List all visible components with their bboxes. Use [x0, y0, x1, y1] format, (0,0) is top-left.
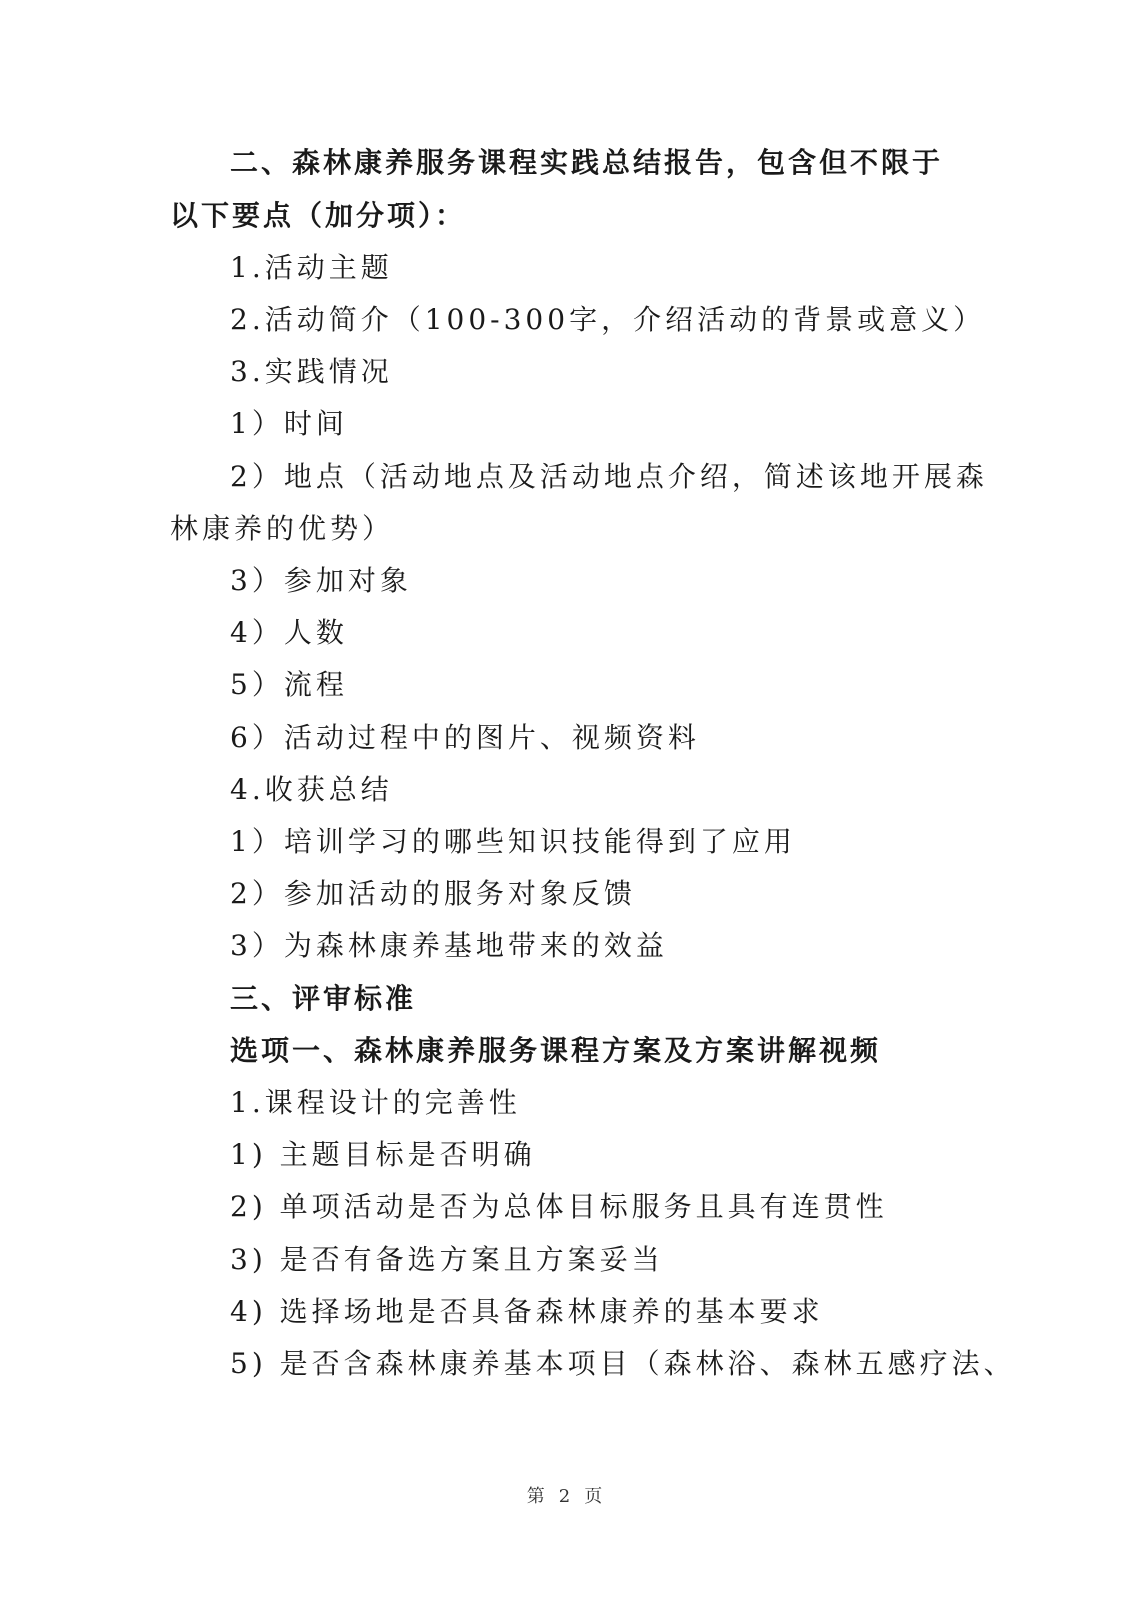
list-item: 1.课程设计的完善性 [230, 1086, 521, 1119]
sub-list-item: 1）培训学习的哪些知识技能得到了应用 [230, 825, 796, 858]
sub-list-item: 4）人数 [230, 616, 348, 649]
sub-list-item: 5) 是否含森林康养基本项目（森林浴、森林五感疗法、 [230, 1347, 1016, 1380]
list-item: 1.活动主题 [230, 251, 393, 284]
list-item: 4.收获总结 [230, 773, 393, 806]
sub-list-item: 2）参加活动的服务对象反馈 [230, 877, 636, 910]
sub-list-item: 6）活动过程中的图片、视频资料 [230, 721, 700, 754]
sub-list-item: 5）流程 [230, 668, 348, 701]
section-heading-2: 二、森林康养服务课程实践总结报告，包含但不限于 [230, 146, 944, 179]
sub-list-item-continued: 林康养的优势） [170, 512, 395, 545]
sub-list-item: 2）地点（活动地点及活动地点介绍，简述该地开展森 [230, 460, 988, 493]
page-number: 2 [558, 1486, 573, 1507]
page-footer [0, 1485, 1131, 1509]
sub-list-item: 1) 主题目标是否明确 [230, 1138, 536, 1171]
section-heading-3: 三、评审标准 [230, 982, 417, 1015]
sub-list-item: 3）为森林康养基地带来的效益 [230, 929, 668, 962]
sub-list-item: 3) 是否有备选方案且方案妥当 [230, 1243, 664, 1276]
sub-list-item: 3）参加对象 [230, 564, 412, 597]
sub-list-item: 1）时间 [230, 407, 348, 440]
sub-list-item: 2) 单项活动是否为总体目标服务且具有连贯性 [230, 1190, 888, 1223]
list-item: 3.实践情况 [230, 355, 393, 388]
option-heading-1: 选项一、森林康养服务课程方案及方案讲解视频 [230, 1034, 882, 1067]
footer-prefix: 第 [526, 1486, 547, 1507]
section-heading-2-continued: 以下要点（加分项）： [170, 199, 467, 232]
list-item: 2.活动简介（100-300字，介绍活动的背景或意义） [230, 303, 986, 336]
footer-suffix: 页 [584, 1486, 605, 1507]
sub-list-item: 4) 选择场地是否具备森林康养的基本要求 [230, 1295, 824, 1328]
